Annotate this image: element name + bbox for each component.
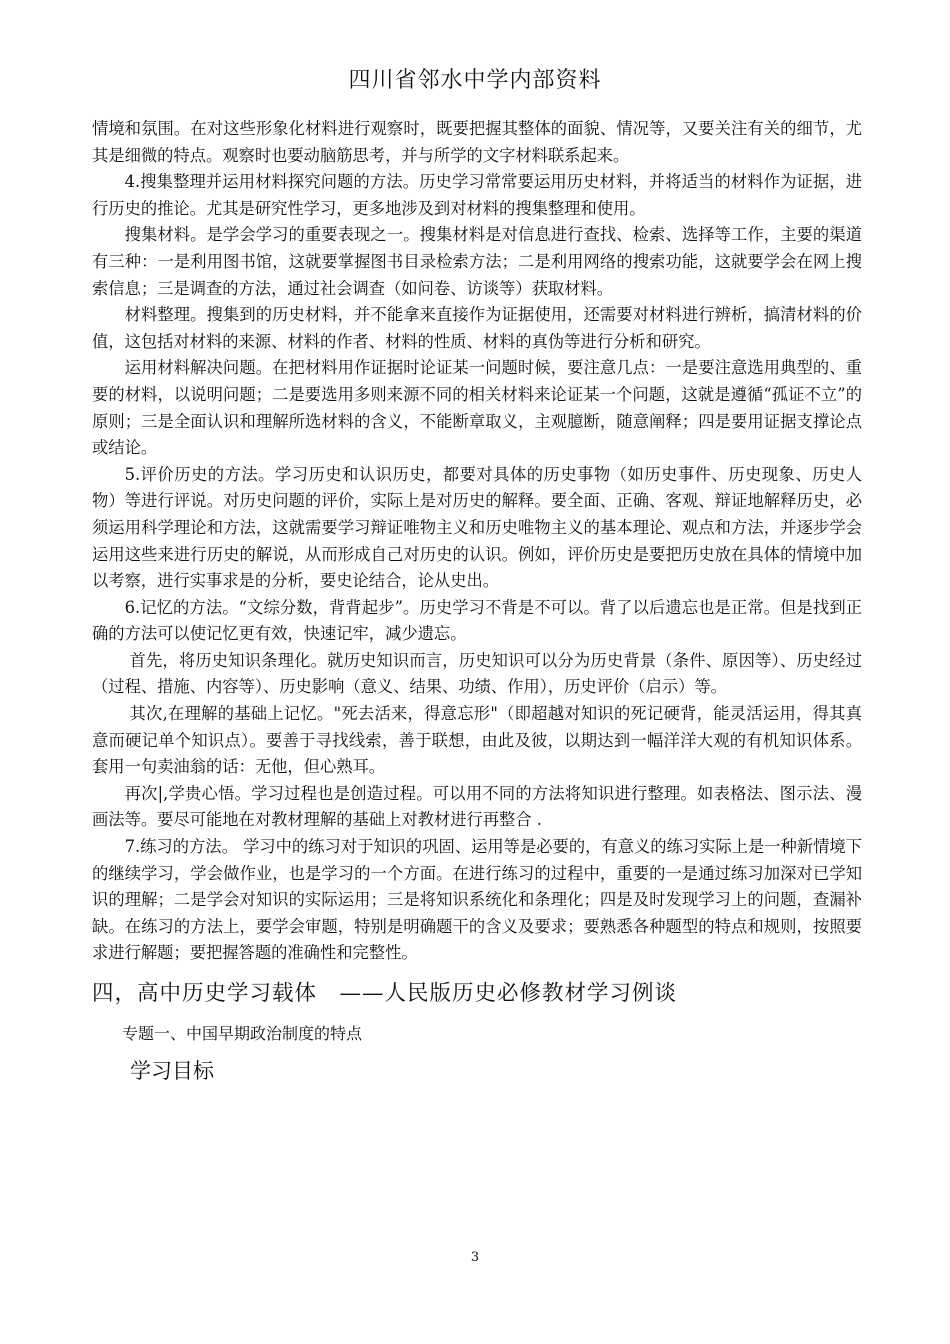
paragraph-second: 其次,在理解的基础上记忆。"死去活来，得意忘形"（即超越对知识的死记硬背，能灵活运用，得其真意而硬记单个知识点）。要善于寻找线索，善于联想，由此及彼，以期达到一幅洋洋大观的有机知识体系。套用一句卖油翁的话：无他，但心熟耳。 — [92, 704, 862, 777]
paragraph-method-4: 4.搜集整理并运用材料探究问题的方法。历史学习常常要运用历史材料，并将适当的材料作为证据，进行历史的推论。尤其是研究性学习，更多地涉及到对材料的搜集整理和使用。 — [92, 172, 862, 218]
paragraph-method-7: 7.练习的方法。 学习中的练习对于知识的巩固、运用等是必要的，有意义的练习实际上是一种新情境下的继续学习，学会做作业，也是学习的一个方面。在进行练习的过程中，重要的一是通过练习加深对已学知识的理解；二是学会对知识的实际运用；三是将知识系统化和条理化；四是及时发现学习上的问题，查漏补缺。在练习的方法上，要学会审题，特别是明确题干的含义及要求；要熟悉各种题型的特点和规则，按照要求进行解题；要把握答题的准确性和完整性。 — [92, 837, 862, 963]
paragraph-third: 再次|,学贵心悟。学习过程也是创造过程。可以用不同的方法将知识进行整理。如表格法、图示法、漫画法等。要尽可能地在对教材理解的基础上对教材进行再整合 . — [92, 783, 862, 830]
section-heading: 四，高中历史学习载体 ——人民版历史必修教材学习例谈 — [92, 981, 678, 1006]
paragraph-collect-materials: 搜集材料。是学会学习的重要表现之一。搜集材料是对信息进行查找、检索、选择等工作，主要的渠道有三种：一是利用图书馆，这就要掌握图书目录检索方法；二是利用网络的搜索功能，这就要学会在网上搜索信息；三是调查的方法，通过社会调查（如问卷、访谈等）获取材料。 — [92, 225, 862, 298]
paragraph-observation-continued: 情境和氛围。在对这些形象化材料进行观察时，既要把握其整体的面貌、情况等，又要关注有关的细节，尤其是细微的特点。观察时也要动脑筋思考，并与所学的文字材料联系起来。 — [92, 119, 862, 165]
learning-goal-heading: 学习目标 — [130, 1059, 214, 1083]
document-body — [92, 116, 862, 1089]
page-number: 3 — [470, 1250, 480, 1265]
paragraph-method-5: 5.评价历史的方法。学习历史和认识历史，都要对具体的历史事物（如历史事件、历史现象、历史人物）等进行评说。对历史问题的评价，实际上是对历史的解释。要全面、正确、客观、辩证地解释历史，必须运用科学理论和方法，这就需要学习辩证唯物主义和历史唯物主义的基本理论、观点和方法，并逐步学会运用这些来进行历史的解说，从而形成自己对历史的认识。例如，评价历史是要把历史放在具体的情境中加以考察，进行实事求是的分析，要史论结合，论从史出。 — [92, 464, 862, 591]
paragraph-method-6: 6.记忆的方法。“文综分数，背背起步”。历史学习不背是不可以。背了以后遗忘也是正常。但是找到正确的方法可以使记忆更有效，快速记牢，减少遗忘。 — [92, 597, 862, 644]
paragraph-use-materials: 运用材料解决问题。在把材料用作证据时论证某一问题时候，要注意几点：一是要注意选用典型的、重要的材料，以说明问题；二是要选用多则来源不同的相关材料来论证某一个问题，这就是遵循“孤证不立”的原则；三是全面认识和理解所选材料的含义，不能断章取义，主观臆断，随意阐释；四是要用证据支撑论点或结论。 — [92, 358, 862, 458]
paragraph-organize-materials: 材料整理。搜集到的历史材料，并不能拿来直接作为证据使用，还需要对材料进行辨析，搞清材料的价值，这包括对材料的来源、材料的作者、材料的性质、材料的真伪等进行分析和研究。 — [92, 305, 862, 351]
topic-heading: 专题一、中国早期政治制度的特点 — [122, 1024, 363, 1043]
paragraph-first: 首先，将历史知识条理化。就历史知识而言，历史知识可以分为历史背景（条件、原因等）、历史经过（过程、措施、内容等）、历史影响（意义、结果、功绩、作用），历史评价（启示）等。 — [92, 650, 862, 697]
page-header-title: 四川省邻水中学内部资料 — [348, 68, 602, 93]
